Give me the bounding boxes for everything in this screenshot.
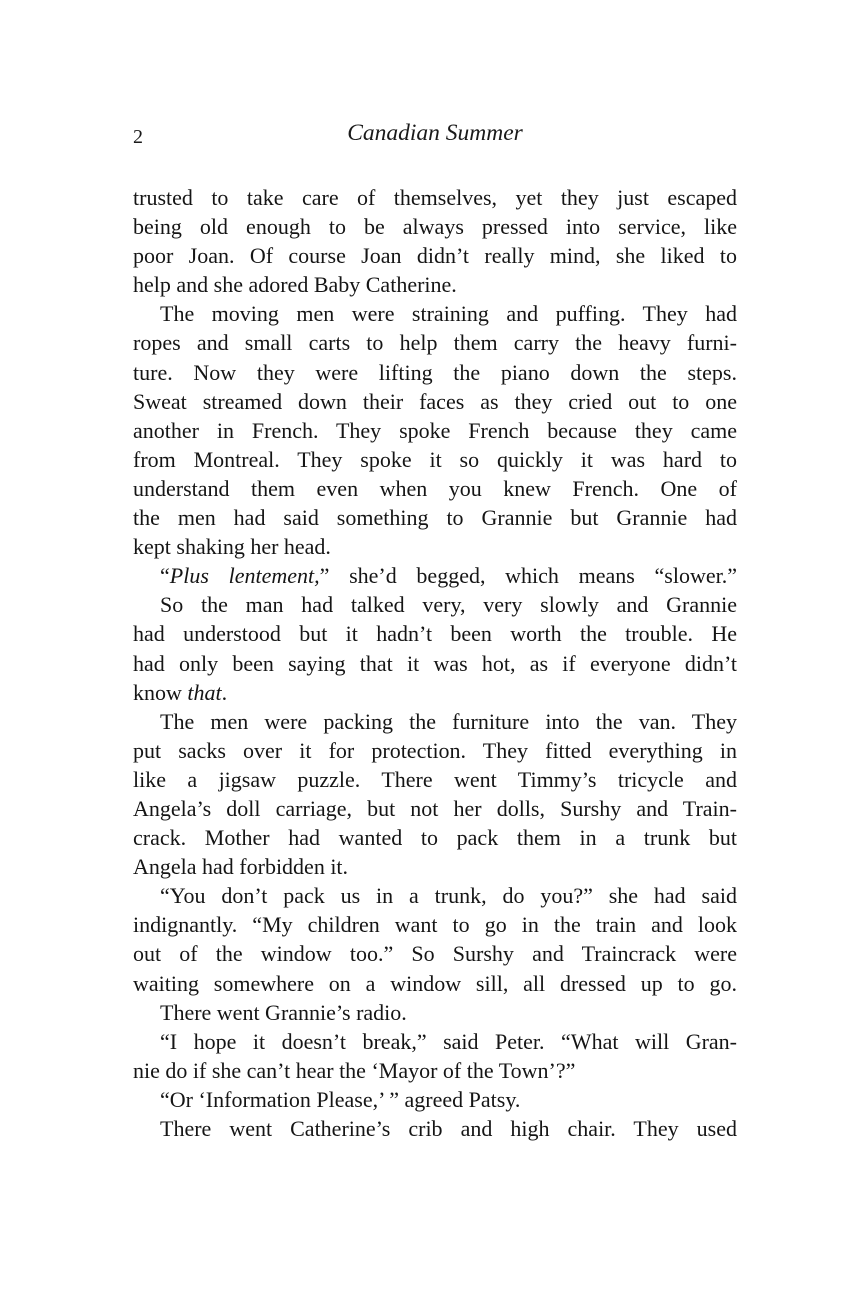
body-text: The moving men were straining and puffing. They had: [160, 301, 737, 327]
body-text: being old enough to be always pressed into service, like: [133, 214, 737, 240]
text-line: [133, 299, 737, 328]
body-text: So the man had talked very, very slowly and Grannie: [160, 592, 737, 618]
body-text: know: [133, 679, 188, 705]
body-text: There went Catherine’s crib and high chair. They used: [160, 1116, 737, 1141]
body-text: crack. Mother had wanted to pack them in a trunk but: [133, 825, 737, 851]
text-line: [133, 881, 737, 910]
text-line: [133, 532, 737, 561]
body-text: from Montreal. They spoke it so quickly it was hard to: [133, 446, 737, 472]
body-text: trusted to take care of themselves, yet they just escaped: [133, 185, 737, 210]
paragraph: [133, 1027, 737, 1085]
italic-text: that: [187, 679, 222, 705]
text-line: [133, 241, 737, 270]
text-line: [133, 823, 737, 852]
text-line: [133, 1027, 737, 1056]
text-line: [133, 678, 737, 707]
body-text: Angela’s doll carriage, but not her dolls, Surshy and Train-: [133, 795, 737, 821]
body-text: poor Joan. Of course Joan didn’t really mind, she liked to: [133, 243, 737, 269]
body-text: help and she adored Baby Catherine.: [133, 272, 457, 298]
text-line: [133, 183, 737, 212]
body-text: ture. Now they were lifting the piano down the steps.: [133, 359, 737, 385]
body-text: indignantly. “My children want to go in the train and look: [133, 912, 737, 938]
body-text: had understood but it hadn’t been worth the trouble. He: [133, 621, 737, 647]
text-line: [133, 939, 737, 968]
text-line: [133, 1114, 737, 1143]
body-text: “: [160, 563, 170, 589]
body-text: ” she’d begged, which means “slower.”: [319, 563, 737, 589]
body-text: out of the window too.” So Surshy and Traincrack were: [133, 941, 737, 967]
text-line: [133, 445, 737, 474]
body-text: waiting somewhere on a window sill, all dressed up to go.: [133, 970, 737, 996]
paragraph: [133, 707, 737, 882]
text-line: [133, 358, 737, 387]
text-line: [133, 910, 737, 939]
body-text: The men were packing the furniture into the van. They: [160, 708, 737, 734]
text-line: [133, 707, 737, 736]
page-number: 2: [133, 126, 143, 148]
body-text: the men had said something to Grannie but Grannie had: [133, 505, 737, 531]
page-header: [133, 116, 737, 150]
text-line: [133, 619, 737, 648]
body-text: There went Grannie’s radio.: [160, 999, 407, 1025]
text-line: [133, 416, 737, 445]
paragraph: [133, 1085, 737, 1114]
paragraph: [133, 998, 737, 1027]
text-line: [133, 590, 737, 619]
body-text: put sacks over it for protection. They fitted everything in: [133, 737, 737, 763]
paragraph: [133, 881, 737, 997]
text-line: [133, 1056, 737, 1085]
text-line: [133, 1085, 737, 1114]
text-line: [133, 503, 737, 532]
body-text: Sweat streamed down their faces as they cried out to one: [133, 388, 737, 414]
text-line: [133, 270, 737, 299]
paragraph: [133, 1114, 737, 1143]
text-line: [133, 212, 737, 241]
body-text: another in French. They spoke French because they came: [133, 417, 737, 443]
paragraph: [133, 561, 737, 590]
body-text: “Or ‘Information Please,’ ” agreed Patsy.: [160, 1086, 521, 1112]
body-text: like a jigsaw puzzle. There went Timmy’s tricycle and: [133, 766, 737, 792]
body-text: understand them even when you knew French. One of: [133, 475, 737, 501]
text-line: [133, 765, 737, 794]
page-body: [133, 183, 737, 1143]
body-text: .: [221, 679, 228, 705]
body-text: kept shaking her head.: [133, 534, 331, 560]
paragraph: [133, 590, 737, 706]
text-line: [133, 998, 737, 1027]
text-line: [133, 794, 737, 823]
body-text: had only been saying that it was hot, as if everyone didn’t: [133, 650, 737, 676]
body-text: “You don’t pack us in a trunk, do you?” she had said: [160, 883, 737, 909]
paragraph: [133, 299, 737, 561]
italic-text: Plus lentement,: [169, 563, 320, 589]
text-line: [133, 328, 737, 357]
text-line: [133, 474, 737, 503]
paragraph: [133, 183, 737, 299]
body-text: ropes and small carts to help them carry the heavy furni-: [133, 330, 737, 356]
text-line: [133, 969, 737, 998]
text-line: [133, 387, 737, 416]
text-line: [133, 852, 737, 881]
text-line: [133, 736, 737, 765]
body-text: nie do if she can’t hear the ‘Mayor of the Town’?”: [133, 1057, 576, 1083]
body-text: “I hope it doesn’t break,” said Peter. “What will Gran-: [160, 1028, 737, 1054]
text-line: [133, 561, 737, 590]
running-header-title: Canadian Summer: [347, 120, 523, 146]
body-text: Angela had forbidden it.: [133, 854, 349, 880]
text-line: [133, 649, 737, 678]
